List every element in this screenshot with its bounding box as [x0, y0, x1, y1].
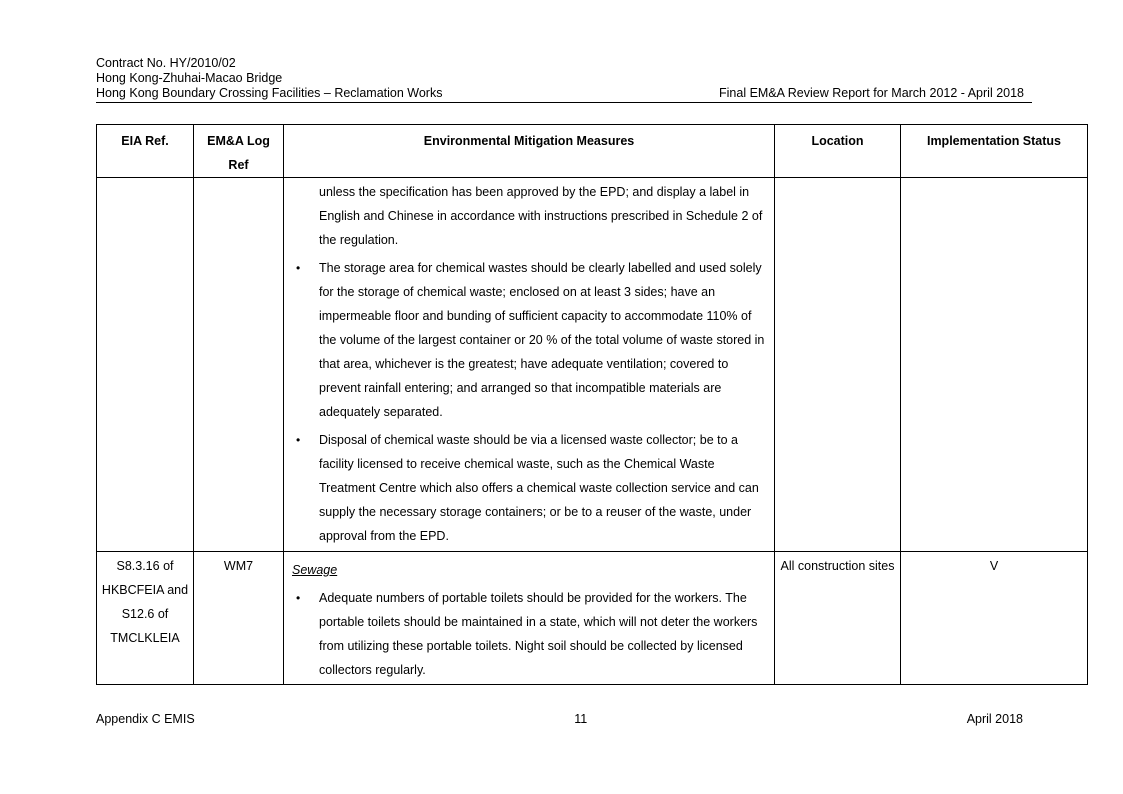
table-row: [97, 178, 1088, 552]
col-header-eia-ref: EIA Ref.: [97, 125, 194, 178]
status-cell: V: [901, 552, 1088, 685]
table-row: [97, 552, 1088, 685]
works-title: Hong Kong Boundary Crossing Facilities – Reclamation Works: [96, 86, 443, 100]
report-title: Final EM&A Review Report for March 2012 - April 2018: [719, 86, 1024, 100]
eia-ref-cell: S8.3.16 of HKBCFEIA and S12.6 of TMCLKLEIA: [97, 552, 194, 685]
col-header-status: Implementation Status: [901, 125, 1088, 178]
page-footer: [96, 712, 1023, 726]
eia-ref-cell: [97, 178, 194, 552]
list-item: • Disposal of chemical waste should be via a licensed waste collector; be to a facility licensed to receive chemical waste, such as the Chemical Waste Treatment Centre which also offers a chemical waste collection service and can supply the necessary storage containers; or be to a reuser of the waste, under approval from the EPD.: [292, 428, 766, 548]
mitigation-table: [96, 124, 1088, 685]
header-row: [96, 86, 1032, 101]
list-item: • The storage area for chemical wastes should be clearly labelled and used solely for the storage of chemical waste; enclosed on at least 3 sides; have an impermeable floor and bunding of sufficient capacity to accommodate 110% of the volume of the largest container or 20 % of the total volume of waste stored in that area, whichever is the greatest; have adequate ventilation; covered to prevent rainfall entering; and arranged so that incompatible materials are adequately separated.: [292, 256, 766, 424]
measures-cell: [284, 552, 775, 685]
table-header-row: [97, 125, 1088, 178]
measures-cell: [284, 178, 775, 552]
footer-date: April 2018: [966, 712, 1023, 726]
list-item: • Adequate numbers of portable toilets should be provided for the workers. The portable toilets should be maintained in a state, which will not deter the workers from utilizing these portable toilets. Night soil should be collected by licensed collectors regularly.: [292, 586, 766, 682]
section-subheading: Sewage: [292, 563, 338, 577]
measures-list: [292, 256, 766, 548]
project-name: Hong Kong-Zhuhai-Macao Bridge: [96, 71, 283, 85]
col-header-location: Location: [775, 125, 901, 178]
col-header-measures: Environmental Mitigation Measures: [284, 125, 775, 178]
contract-number: Contract No. HY/2010/02: [96, 56, 236, 70]
log-ref-cell: WM7: [194, 552, 284, 685]
measures-list: [292, 586, 766, 682]
page-number: 11: [574, 712, 588, 726]
location-cell: All construction sites: [775, 552, 901, 685]
col-header-log-ref: EM&A Log Ref: [194, 125, 284, 178]
page-header: [96, 56, 1032, 103]
location-cell: [775, 178, 901, 552]
log-ref-cell: [194, 178, 284, 552]
footer-appendix: Appendix C EMIS: [96, 712, 195, 726]
continued-text: unless the specification has been approved by the EPD; and display a label in English and Chinese in accordance with instructions prescribed in Schedule 2 of the regulation.: [319, 185, 763, 247]
status-cell: [901, 178, 1088, 552]
